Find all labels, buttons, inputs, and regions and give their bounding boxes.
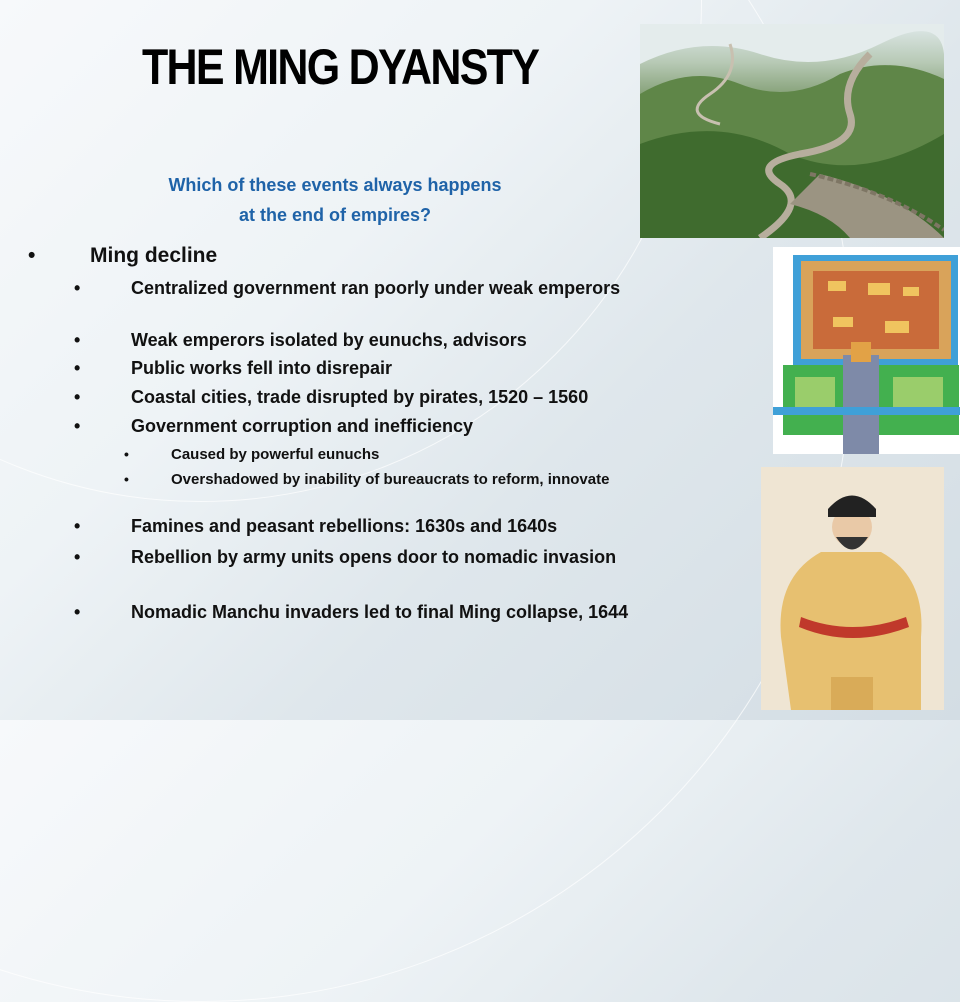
bullet-item [74, 358, 731, 378]
bullet-text: Famines and peasant rebellions: 1630s and 1640s [131, 516, 558, 536]
bullet-text: Weak emperors isolated by eunuchs, advisors [131, 330, 527, 350]
bullet-item [74, 516, 731, 536]
slide-title: THE MING DYANSTY [142, 39, 539, 95]
bullet-glyph: • [74, 278, 81, 298]
bullet-glyph: • [124, 471, 129, 487]
bullet-text: Coastal cities, trade disrupted by pirates, 1520 – 1560 [131, 387, 589, 407]
sub-bullet-text: Overshadowed by inability of bureaucrats to reform, innovate [171, 471, 610, 488]
bullet-text: Rebellion by army units opens door to nomadic invasion [131, 547, 617, 567]
bullet-glyph: • [74, 516, 81, 536]
bullet-glyph: • [28, 244, 36, 267]
bullet-glyph: • [74, 358, 81, 378]
bullet-item [74, 602, 731, 622]
bullet-text: Public works fell into disrepair [131, 358, 393, 378]
bullet-item [74, 416, 731, 436]
bullet-item [74, 387, 731, 407]
forbidden-city-map [773, 247, 960, 454]
bullet-glyph: • [74, 416, 81, 436]
great-wall-illustration [640, 24, 944, 238]
ming-emperor-portrait [761, 467, 944, 710]
bullet-item [74, 547, 731, 567]
sub-bullet-item [124, 471, 731, 488]
question-line-2: at the end of empires? [238, 205, 432, 225]
bullet-glyph: • [74, 547, 81, 567]
bullet-text: Nomadic Manchu invaders led to final Ming collapse, 1644 [131, 602, 629, 622]
bullet-item [74, 278, 731, 298]
question-line-1: Which of these events always happens [168, 175, 502, 195]
bullet-text: Government corruption and inefficiency [131, 416, 474, 436]
bullet-text: Centralized government ran poorly under weak emperors [131, 278, 621, 298]
bullet-heading-text: Ming decline [90, 244, 218, 267]
bullet-heading [28, 244, 218, 268]
bullet-item [74, 330, 731, 350]
great-wall-photo [640, 24, 944, 238]
sub-bullet-text: Caused by powerful eunuchs [171, 446, 380, 463]
bullet-glyph: • [124, 446, 129, 462]
forbidden-city-illustration [773, 247, 960, 454]
sub-bullet-item [124, 446, 731, 463]
bullet-glyph: • [74, 387, 81, 407]
bullet-glyph: • [74, 330, 81, 350]
bullet-glyph: • [74, 602, 81, 622]
emperor-illustration [761, 467, 944, 710]
